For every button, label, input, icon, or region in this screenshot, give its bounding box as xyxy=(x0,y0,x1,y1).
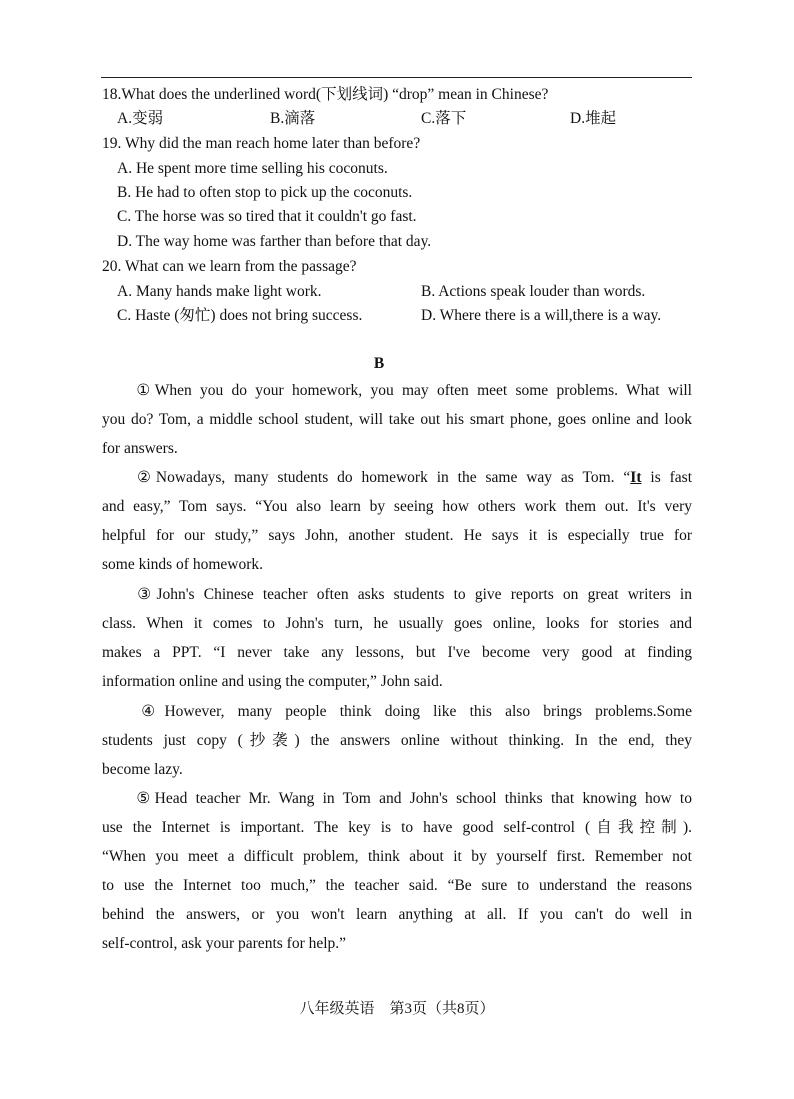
paragraph-2 xyxy=(102,463,692,579)
question-20-option-a: A. Many hands make light work. xyxy=(117,283,322,300)
paragraph-3-line: class. When it comes to John's turn, he usually goes online, looks for stories and xyxy=(102,615,692,633)
paragraph-4-line: become lazy. xyxy=(102,761,183,779)
question-20-option-c: C. Haste (匆忙) does not bring success. xyxy=(117,307,363,324)
paragraph-1-line: ①When you do your homework, you may often meet some problems. What will xyxy=(132,382,692,399)
question-19-option-d: D. The way home was farther than before that day. xyxy=(117,233,432,250)
paragraph-2-line: ②Nowadays, many students do homework in the same way as Tom. “It is fast xyxy=(132,469,692,486)
paragraph-1 xyxy=(102,376,692,463)
question-19-stem: 19. Why did the man reach home later than before? xyxy=(102,135,421,152)
paragraph-2-line: helpful for our study,” says John, another student. He says it is especially true for xyxy=(102,527,692,545)
paragraph-5-line: behind the answers, or you won't learn anything at all. If you can't do well in xyxy=(102,906,692,924)
paragraph-1-line: you do? Tom, a middle school student, will take out his smart phone, goes online and look xyxy=(102,411,692,429)
paragraph-5-line: to use the Internet too much,” the teacher said. “Be sure to understand the reasons xyxy=(102,877,692,895)
top-divider xyxy=(101,77,692,78)
question-20-option-d: D. Where there is a will,there is a way. xyxy=(421,307,662,324)
question-19-option-c: C. The horse was so tired that it couldn't go fast. xyxy=(117,208,417,225)
question-18-option-a: A.变弱 xyxy=(117,110,164,127)
paragraph-5 xyxy=(102,784,692,959)
question-18-option-b: B.滴落 xyxy=(270,110,316,127)
question-18-option-c: C.落下 xyxy=(421,110,467,127)
question-20-stem: 20. What can we learn from the passage? xyxy=(102,258,357,275)
paragraph-5-line: ⑤Head teacher Mr. Wang in Tom and John's school thinks that knowing how to xyxy=(132,790,692,807)
paragraph-4-line: students just copy (抄袭) the answers online without thinking. In the end, they xyxy=(102,732,692,750)
page-footer: 八年级英语 第3页（共8页） xyxy=(299,1001,495,1017)
paragraph-3-line: makes a PPT. “I never take any lessons, but I've become very good at finding xyxy=(102,644,692,662)
paragraph-2-line: and easy,” Tom says. “You also learn by seeing how others work them out. It's very xyxy=(102,498,692,516)
paragraph-1-line: for answers. xyxy=(102,440,178,458)
question-18-option-d: D.堆起 xyxy=(570,110,617,127)
paragraph-4-line: ④However, many people think doing like this also brings problems.Some xyxy=(132,703,692,720)
underlined-word: It xyxy=(630,469,642,486)
section-title: B xyxy=(373,355,385,372)
paragraph-5-line: “When you meet a difficult problem, think about it by yourself first. Remember not xyxy=(102,848,692,866)
paragraph-3-line: ③John's Chinese teacher often asks students to give reports on great writers in xyxy=(132,586,692,603)
question-19-option-b: B. He had to often stop to pick up the coconuts. xyxy=(117,184,413,201)
paragraph-3-line: information online and using the computer,” John said. xyxy=(102,673,443,691)
paragraph-4 xyxy=(102,697,692,784)
paragraph-5-line: use the Internet is important. The key is to have good self-control (自我控制). xyxy=(102,819,692,837)
paragraph-3 xyxy=(102,580,692,696)
question-20-option-b: B. Actions speak louder than words. xyxy=(421,283,646,300)
question-18-stem: 18.What does the underlined word(下划线词) “drop” mean in Chinese? xyxy=(102,86,549,103)
paragraph-2-line: some kinds of homework. xyxy=(102,556,264,574)
question-19-option-a: A. He spent more time selling his coconuts. xyxy=(117,160,388,177)
paragraph-5-line: self-control, ask your parents for help.” xyxy=(102,935,347,953)
